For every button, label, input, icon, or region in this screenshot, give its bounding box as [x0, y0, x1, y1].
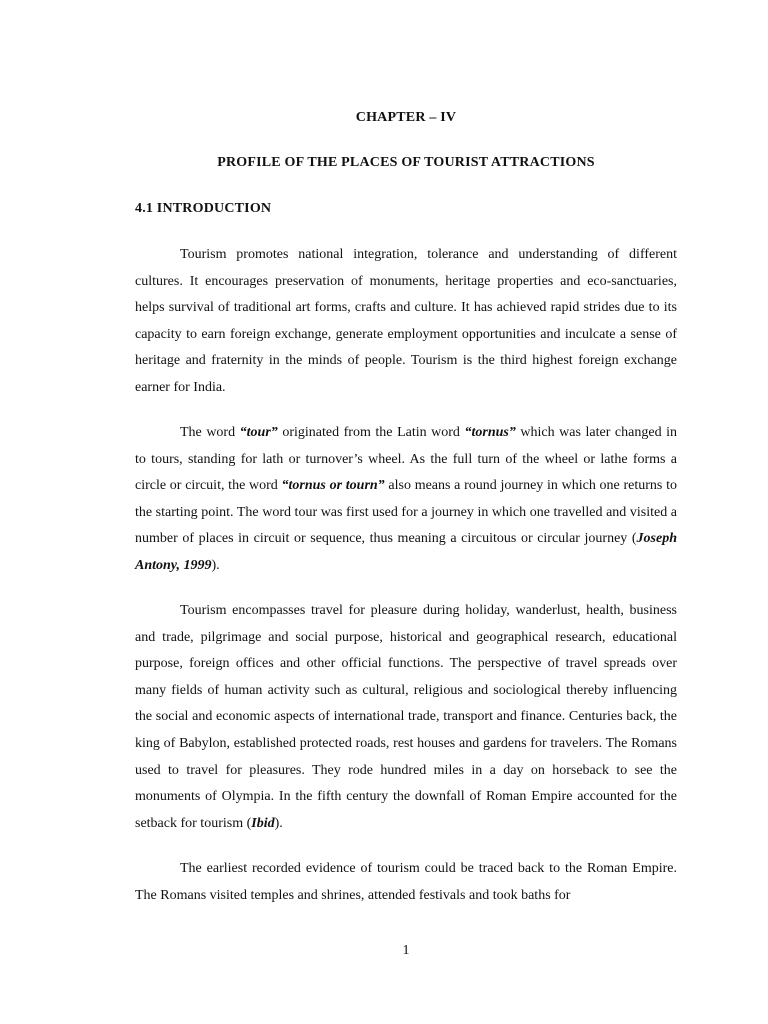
chapter-heading: CHAPTER – IV — [355, 110, 457, 125]
term-tornus: “tornus” — [464, 425, 516, 440]
page-number: 1 — [402, 943, 410, 958]
paragraph-3-text: Tourism encompasses travel for pleasure during holiday, wanderlust, health, business and trade, pilgrimage and social purpose, historical and geographical research, educational purpose, foreign offices and other official functions. The perspective of travel spreads over many fields of human activity such as cultural, religious and sociological thereby influencing the social and economic aspects of international trade, transport and finance. Centuries back, the king of Babylon, established protected roads, rest houses and gardens for travelers. The Romans used to travel for pleasures. They rode hundred miles in a day on horseback to see the monuments of Olympia. In the fifth century the downfall of Roman Empire accounted for the setback for tourism ( — [135, 603, 677, 831]
citation: Ibid — [251, 815, 275, 831]
term-tour: “tour” — [239, 425, 278, 440]
paragraph-2 — [135, 420, 677, 580]
term-tornus-or-tourn: “tornus or tourn” — [281, 478, 385, 494]
section-heading: 4.1 INTRODUCTION — [135, 201, 272, 216]
paragraph-2-text: also means a round journey in which one returns to the starting point. The word tour was first used for a journey in which one travelled and visited a number of places in circuit or sequence, thus meaning a circuitous or circular journey ( — [135, 478, 677, 547]
paragraph-3 — [135, 598, 677, 837]
paragraph-2-text: originated from the Latin word — [277, 425, 465, 440]
paragraph-4: The earliest recorded evidence of tourism could be traced back to the Roman Empire. The Romans visited temples and shrines, attended festivals and took baths for — [135, 861, 677, 903]
paragraph-3-text: ). — [274, 815, 283, 831]
citation: Joseph Antony, 1999 — [135, 531, 677, 573]
paragraph-2-text: ). — [211, 557, 220, 573]
paragraph-2-text: which was later changed in to tours, standing for lath or turnover’s wheel. As the full turn of the wheel or lathe forms a circle or circuit, the word — [135, 425, 678, 494]
chapter-title: PROFILE OF THE PLACES OF TOURIST ATTRACTIONS — [217, 155, 595, 170]
paragraph-1: Tourism promotes national integration, tolerance and understanding of different cultures. It encourages preservation of monuments, heritage properties and eco-sanctuaries, helps survival of traditional art forms, crafts and culture. It has achieved rapid strides due to its capacity to earn foreign exchange, generate employment opportunities and inculcate a sense of heritage and fraternity in the minds of people. Tourism is the third highest foreign exchange earner for India. — [135, 247, 677, 395]
paragraph-2-text: The word — [180, 425, 240, 440]
